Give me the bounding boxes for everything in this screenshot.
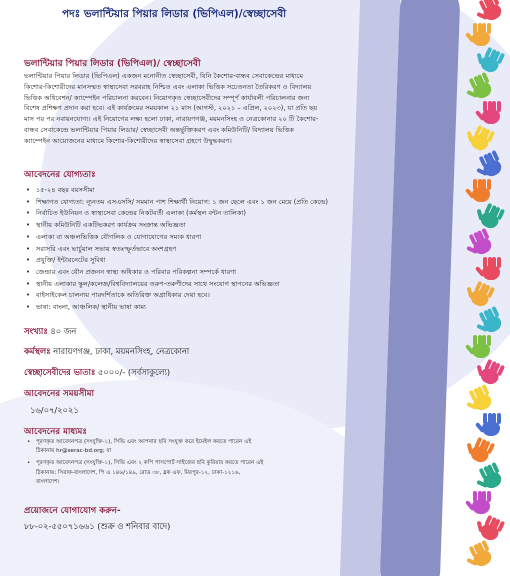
- requirement-item: • ১৫-২৪ বছর বয়সসীমা: [24, 185, 454, 197]
- count-value: ৪০ জন: [50, 326, 77, 336]
- position-count: [24, 325, 76, 339]
- apply-heading: আবেদনের মাধ্যমঃ: [24, 427, 88, 437]
- apply-line: • পূরণকৃত আবেদনপত্র (সংযুক্তি-১), সিভি এবং ২ কপি পাসপোর্ট সাইজের ছবি কুরিয়ার করতে পারেন এই: [36, 460, 264, 467]
- intro-line: মাস পর পর নবায়নযোগ্য। এই নিয়োগের লক্ষ্য হলো ঢাকা, নারায়ণগঞ্জ, ময়মনসিংহ ও নেত্রকোনার ২০ টি কৈশোর-: [24, 115, 319, 124]
- count-label: সংখ্যাঃ: [24, 326, 48, 336]
- intro-line: বান্ধব সেবাকেন্দ্রে ভলান্টিয়ার পিয়ার লিডার/ স্বেচ্ছাসেবী অন্তর্ভুক্তিকরণ এবং কমিউনিটি/ বিদ্যালয় ভিত্তিক: [24, 125, 294, 134]
- hand-icon: [476, 100, 506, 126]
- intro-paragraph: [24, 71, 456, 147]
- deadline-date: ১৬/০৭/২০২১: [30, 405, 79, 415]
- intro-line: ক্যাম্পেইন আয়োজনের মাধ্যমে কিশোর-কিশোরীদের স্বাস্থ্যসেবা গ্রহণে উদ্বুদ্ধকরণ।: [24, 136, 232, 145]
- requirement-item: • জেন্ডার এবং যৌন প্রজনন স্বাস্থ্য অধিকার ও পরিবার পরিকল্পনা সম্পর্কে ধারণা: [24, 267, 454, 279]
- intro-line: ভলান্টিয়ার পিয়ার লিডার (ভিপিএল) একজন মনোনীত স্বেচ্ছাসেবী, যিনি কৈশোর-বান্ধব সেবাকেন্দ্রের মাধ্যমে: [24, 72, 304, 80]
- apply-methods-list: [24, 438, 439, 490]
- colorful-hands-icon: [462, 0, 510, 576]
- allowance-label: স্বেচ্ছাসেবীদের ভাতাঃ: [24, 367, 96, 377]
- requirement-item: • বাইসাইকেল চালনায় পারদর্শিতাকে অতিরিক্ত অগ্রাধিকার দেয়া হবে।: [24, 290, 454, 302]
- requirement-item: • প্রযুক্তি/ ইন্টারনেটের সুবিধা: [24, 255, 454, 267]
- intro-line: ভিত্তিক অধিবেশন/ ক্যাম্পেইন পরিচালনা করবেন। নিয়োগকৃত স্বেচ্ছাসেবীদের সম্পূর্ণ কার্যাবলী পরিচালনার জন্য: [24, 93, 310, 102]
- apply-line: ঠিকানায়: সিরাক-বাংলাদেশ, পি এ ১৪৬/১৪৯, রোড ৩৮, ব্লক এফ, মিরপুর-১২, ঢাকা-১২১৬,: [36, 469, 241, 476]
- deadline-heading: আবেদনের সময়সীমা: [24, 389, 94, 399]
- apply-line: ঠিকানায় hr@serac-bd.org; বা: [36, 448, 112, 455]
- requirement-item: • শিক্ষাগত যোগ্যতা: ন্যূনতম এসএসসি/ সমমান পাশ শিক্ষার্থী নিয়োগ: ১ জন ছেলে এবং ১ জন মেয়ে (প্রতি কেন্দ্রে): [24, 197, 454, 209]
- apply-line: • পূরণকৃত আবেদনপত্র (সংযুক্তি-১), সিভি এবং আপনার ছবি সংযুক্ত করে ইমেইল করতে পারেন এই: [36, 439, 252, 445]
- apply-method-email: [24, 438, 439, 456]
- section-subtitle: ভলান্টিয়ার পিয়ার লিডার (ভিপিএল)/ স্বেচ্ছাসেবী: [24, 59, 201, 69]
- requirement-item: • এলাকা বা অঞ্চলভিত্তিক যৌগলিক ও যোগাযোগের সম্যক ধারণা: [24, 232, 454, 244]
- location-value: নারায়ণগঞ্জ, ঢাকা, ময়মনসিংহ, নেত্রকোনা: [53, 346, 190, 356]
- apply-method-courier: [24, 459, 439, 487]
- intro-line: বিশেষ প্রশিক্ষণ প্রদান করা হবে। এই কার্যক্রমের সময়কাল ২১ মাস (আগস্ট, ২০২১ – এপ্রিল, ২০২৩), যা প্রতি ছয়: [24, 104, 318, 113]
- allowance: [24, 366, 170, 380]
- hand-icon: [476, 256, 506, 282]
- requirement-item: • স্থানীয় এলাকার স্কুল/কলেজ/বিশ্ববিদ্যালয়ের তরুণ-তরুণীদের সাথে সংযোগ স্থাপনের অভিজ্ঞতা: [24, 279, 454, 291]
- allowance-value: ৫০০০/- (সর্বসাকুল্যে): [97, 367, 171, 377]
- requirement-item: • ভাষা: বাংলা, আঞ্চলিক/ স্থানীয় ভাষা কাম্য: [24, 302, 454, 314]
- requirement-item: • স্থানীয় কমিউনিটি একটিভকরণ কার্যক্রম সংক্রান্ত অভিজ্ঞতা: [24, 220, 454, 232]
- hand-icon: [476, 412, 506, 438]
- work-location: [24, 345, 189, 359]
- requirement-item: • নির্বাচিত ইউনিয়ন ও স্বাস্থ্যসেবা কেন্দ্রের নিকটবর্তী এলাকা (কর্মস্থল বন্টন তালিকা): [24, 208, 454, 220]
- apply-line: বাংলাদেশ।: [36, 478, 60, 485]
- contact-phone: ৮৮-০২-৫৫০৭১৬৬১ (শুক্র ও শনিবার বাদে): [24, 521, 171, 531]
- requirements-list: [24, 185, 454, 314]
- requirements-heading: আবেদনের যোগ্যতাঃ: [24, 170, 96, 180]
- page-title: পদঃ ভলান্টিয়ার পিয়ার লিডার (ভিপিএল)/স্বেচ্ছাসেবী: [62, 8, 287, 20]
- requirement-item: • সরাসরি এবং ভার্চুয়াল সভায় স্বতঃস্ফূর্তভাবে অংশগ্রহণ: [24, 244, 454, 256]
- contact-heading: প্রয়োজনে যোগাযোগ করুন-: [24, 506, 121, 516]
- intro-line: কিশোর-কিশোরীদের মানসম্মত স্বাস্থ্যসেবা সরবরাহ নিশ্চিত এবং এলাকা ভিত্তিক সচেতনতা তৈরিকরণ ও বিদ্যালয়: [24, 82, 312, 91]
- location-label: কর্মস্থলঃ: [24, 346, 51, 356]
